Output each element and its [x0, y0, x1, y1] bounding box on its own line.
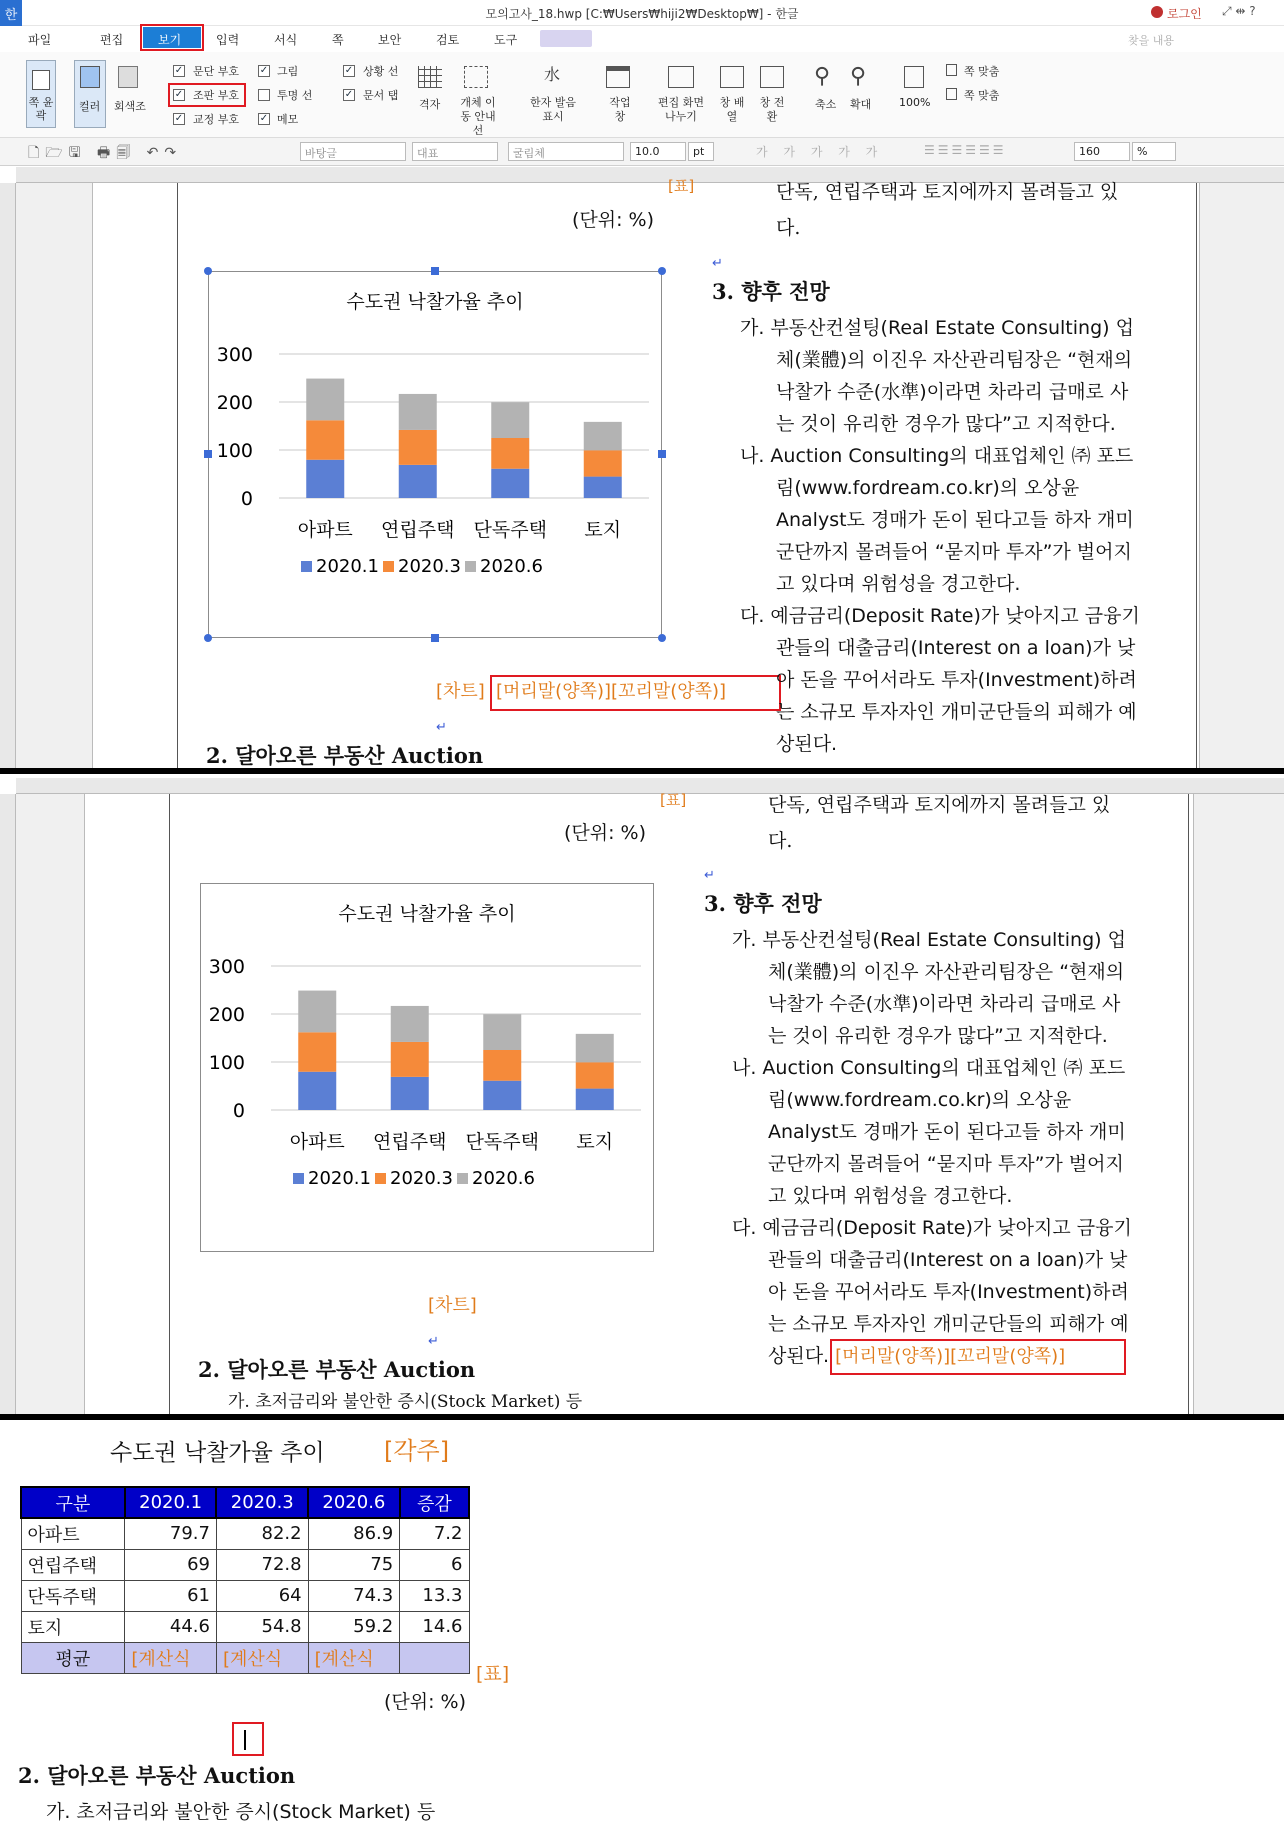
header-cell[interactable]: 구분 [21, 1487, 125, 1518]
paragraph-mark-icon: ↵ [712, 256, 723, 271]
para-line: 군단까지 몰려들어 “묻지마 투자”가 벌어지 [768, 1153, 1124, 1175]
x-tick-label: 연립주택 [381, 519, 455, 541]
text-cursor [244, 1730, 246, 1750]
font-select[interactable]: 굴림체 [508, 142, 624, 161]
zoom-in-icon: ⚲ [850, 64, 867, 89]
menu-page[interactable]: 쪽 [332, 33, 344, 47]
para-line: 가. 부동산컨설팅(Real Estate Consulting) 업 [732, 929, 1126, 951]
legend-swatch [465, 561, 476, 572]
paragraph-mark-label: 문단 부호 [193, 65, 240, 78]
legend-label: 2020.6 [480, 556, 543, 577]
selection-handle[interactable] [658, 450, 666, 458]
selection-handle[interactable] [431, 634, 439, 642]
bar-segment [483, 1081, 521, 1110]
chart-box[interactable] [208, 271, 662, 638]
hanja-button[interactable]: 한자 발음 표시 [529, 96, 576, 123]
table-cell[interactable]: 74.3 [308, 1580, 400, 1611]
para-line: Analyst도 경매가 돈이 된다고들 하자 개미 [776, 509, 1134, 531]
switch-window-button[interactable]: 창 전환 [759, 96, 785, 123]
table-cell[interactable]: 79.7 [125, 1518, 217, 1549]
table-cell[interactable]: 64 [216, 1580, 308, 1611]
y-tick-label: 200 [208, 1004, 245, 1026]
chart-box[interactable] [200, 883, 654, 1252]
x-tick-label: 단독주택 [473, 519, 547, 541]
legend-label: 2020.1 [308, 1168, 371, 1189]
checkbox-paragraph-mark[interactable]: ✓ [174, 65, 184, 76]
x-tick-label: 아파트 [297, 519, 353, 541]
table-cell[interactable]: 86.9 [308, 1518, 400, 1549]
margin-line-left [169, 794, 170, 1414]
legend-label: 2020.3 [398, 556, 461, 577]
para-line: 상된다. [776, 733, 838, 755]
table-cell[interactable]: 75 [308, 1549, 400, 1580]
para-line: 관들의 대출금리(Interest on a loan)가 낮 [776, 637, 1136, 659]
separator [0, 768, 1284, 774]
legend-swatch [293, 1173, 304, 1184]
style-select[interactable]: 바탕글 [300, 142, 406, 161]
page-icon [32, 70, 50, 90]
login-link[interactable]: 로그인 [1167, 7, 1202, 21]
table-row [21, 1611, 469, 1642]
selection-handle[interactable] [204, 267, 212, 275]
para-line: 단독, 연립주택과 토지에까지 몰려들고 있 [776, 181, 1119, 203]
paragraph-block [732, 924, 1162, 1373]
horizontal-ruler[interactable] [16, 778, 1284, 794]
header-cell[interactable]: 증감 [400, 1487, 469, 1518]
bar-segment [576, 1034, 614, 1062]
zoom-unit-select[interactable]: % [1132, 142, 1176, 161]
para-line: 가. 초저금리와 불안한 증시(Stock Market) 등 [46, 1801, 436, 1823]
menu-insert[interactable]: 입력 [216, 33, 240, 47]
selection-handle[interactable] [204, 634, 212, 642]
table-cell[interactable]: 69 [125, 1549, 217, 1580]
checkbox-layout-mark[interactable]: ✓ [174, 89, 184, 100]
selection-handle[interactable] [658, 634, 666, 642]
move-guide-icon [464, 66, 488, 88]
layout-mark-highlight [168, 83, 246, 107]
table-cell[interactable]: 44.6 [125, 1611, 217, 1642]
section-heading: 2. 달아오른 부동산 Auction [206, 743, 484, 768]
switch-window-icon [760, 66, 784, 88]
zoom-input[interactable]: 160 [1074, 142, 1130, 161]
selection-handle[interactable] [204, 450, 212, 458]
para-line: 군단까지 몰려들어 “묻지마 투자”가 벌어지 [776, 541, 1132, 563]
table-cell[interactable]: 14.6 [400, 1611, 469, 1642]
zoom-100-icon [904, 66, 924, 88]
para-line: 는 것이 유리한 경우가 많다”고 지적한다. [776, 413, 1116, 435]
chart-tag: [차트] [436, 681, 485, 702]
bar-segment [491, 402, 529, 438]
bar-segment [483, 1050, 521, 1081]
vertical-ruler[interactable] [0, 794, 16, 1414]
bar-segment [298, 1072, 336, 1110]
x-tick-label: 연립주택 [373, 1131, 447, 1153]
x-tick-label: 아파트 [289, 1131, 345, 1153]
para-line: 는 소규모 투자자인 개미군단들의 피해가 예 [768, 1313, 1129, 1335]
bar-segment [491, 469, 529, 498]
footer-cell[interactable]: [계산식 [125, 1642, 217, 1673]
bar-segment [584, 477, 622, 498]
font-size-input[interactable]: 10.0 [630, 142, 686, 161]
bar-segment [391, 1077, 429, 1110]
caption-highlight [830, 1339, 1126, 1375]
menu-format[interactable]: 서식 [274, 33, 298, 47]
section-heading: 3. 향후 전망 [704, 891, 822, 916]
bar-segment [391, 1006, 429, 1042]
memo-label: 메모 [277, 113, 299, 126]
footer-cell[interactable]: [계산식 [216, 1642, 308, 1673]
margin-line-right [1196, 183, 1197, 768]
user-avatar-icon [1151, 6, 1163, 18]
y-tick-label: 100 [208, 1052, 245, 1074]
para-line: 단독, 연립주택과 토지에까지 몰려들고 있 [768, 794, 1111, 816]
paragraph-mark-icon: ↵ [436, 720, 447, 735]
bar-segment [584, 422, 622, 450]
footer-cell[interactable]: 평균 [21, 1642, 125, 1673]
para-line: Analyst도 경매가 돈이 된다고들 하자 개미 [768, 1121, 1126, 1143]
para-line: 체(業體)의 이진우 자산관리팀장은 “현재의 [776, 349, 1133, 371]
bar-segment [306, 460, 344, 498]
footer-cell[interactable] [400, 1642, 469, 1673]
status-line-label: 상황 선 [363, 65, 399, 78]
para-line: 가. 초저금리와 불안한 증시(Stock Market) 등 [228, 1392, 583, 1412]
window-title: 모의고사_18.hwp [C:₩Users₩hiji2₩Desktop₩] - 한글 [485, 7, 799, 21]
color-doc-icon [80, 66, 100, 88]
bar-segment [576, 1089, 614, 1110]
para-line: 는 소규모 투자자인 개미군단들의 피해가 예 [776, 701, 1137, 723]
para-line: 림(www.fordream.co.kr)의 오상윤 [768, 1089, 1072, 1111]
checkbox-status-line[interactable]: ✓ [344, 65, 354, 76]
x-tick-label: 단독주택 [465, 1131, 539, 1153]
table-tag: [표] [476, 1663, 510, 1685]
table-cell[interactable]: 54.8 [216, 1611, 308, 1642]
menu-view[interactable]: 보기 [158, 33, 182, 47]
split-screen-icon [668, 66, 694, 88]
para-line-text: 상된다. [768, 1345, 830, 1367]
zoom-out-icon: ⚲ [814, 64, 831, 89]
para-line: 다. [776, 217, 801, 239]
bar-segment [576, 1062, 614, 1088]
table-cell[interactable]: 토지 [21, 1611, 125, 1642]
data-table [20, 1486, 470, 1674]
view-menu-highlight [140, 24, 204, 51]
window-controls-icon[interactable]: ⤢ ⇹ ? [1222, 4, 1256, 18]
fit-width-button[interactable]: 쪽 맞춤 [964, 89, 1000, 102]
chart-title: 수도권 낙찰가율 추이 [346, 291, 524, 313]
work-window-button[interactable]: 작업 창 [609, 96, 631, 123]
para-line: 아 돈을 꾸어서라도 투자(Investment)하려 [776, 669, 1137, 691]
menu-review[interactable]: 검토 [436, 33, 460, 47]
para-line: 나. Auction Consulting의 대표업체인 ㈜ 포드 [732, 1057, 1126, 1079]
table-cell[interactable]: 6 [400, 1549, 469, 1580]
table-header-row [21, 1487, 469, 1518]
header-cell[interactable]: 2020.6 [308, 1487, 400, 1518]
legend-swatch [375, 1173, 386, 1184]
header-cell[interactable]: 2020.3 [216, 1487, 308, 1518]
align-icons[interactable]: ☰☰☰☰☰☰ [924, 143, 1007, 157]
bar-segment [399, 465, 437, 498]
legend-swatch [457, 1173, 468, 1184]
bar-segment [306, 379, 344, 421]
grayscale-doc-icon [118, 66, 138, 88]
para-line: 림(www.fordream.co.kr)의 오상윤 [776, 477, 1080, 499]
font-kind-select[interactable]: 대표 [412, 142, 498, 161]
bar-segment [399, 430, 437, 465]
paragraph-mark-icon: ↵ [704, 868, 715, 883]
header-cell[interactable]: 2020.1 [125, 1487, 217, 1518]
para-line: 나. Auction Consulting의 대표업체인 ㈜ 포드 [740, 445, 1134, 467]
header-footer-tag: [머리말(양쪽)][꼬리말(양쪽)] [496, 681, 727, 702]
table-tag: [표] [668, 177, 695, 195]
bar-segment [491, 438, 529, 469]
legend-label: 2020.6 [472, 1168, 535, 1189]
vertical-ruler[interactable] [0, 183, 16, 768]
bar-segment [483, 1014, 521, 1050]
x-tick-label: 토지 [576, 1131, 614, 1153]
y-tick-label: 100 [216, 440, 253, 462]
section-heading: 2. 달아오른 부동산 Auction [198, 1357, 476, 1382]
split-screen-button[interactable]: 편집 화면 나누기 [657, 96, 704, 123]
arrange-window-button[interactable]: 창 배열 [719, 96, 745, 123]
stacked-bar-chart [201, 884, 653, 1251]
selection-handle[interactable] [431, 267, 439, 275]
arrange-window-icon [720, 66, 744, 88]
checkbox-doc-tab[interactable]: ✓ [344, 89, 354, 100]
legend-swatch [301, 561, 312, 572]
unit-label: (단위: %) [564, 822, 647, 844]
table-cell[interactable]: 아파트 [21, 1518, 125, 1549]
layout-mark-label: 조판 부호 [193, 89, 240, 102]
table-cell[interactable]: 7.2 [400, 1518, 469, 1549]
fit-width-icon [946, 88, 957, 100]
checkbox-memo[interactable]: ✓ [259, 113, 269, 124]
grid-icon [418, 66, 442, 88]
table-cell[interactable]: 13.3 [400, 1580, 469, 1611]
para-line: 체(業體)의 이진우 자산관리팀장은 “현재의 [768, 961, 1125, 983]
grid-button[interactable]: 격자 [419, 98, 441, 111]
paragraph-block [740, 312, 1170, 760]
grayscale-button[interactable]: 회색조 [114, 100, 146, 113]
fit-page-icon [946, 64, 957, 76]
y-tick-label: 300 [208, 956, 245, 978]
chart-toolbar-icon[interactable] [540, 30, 592, 47]
table-row [21, 1580, 469, 1611]
stacked-bar-chart [209, 272, 661, 637]
bar-segment [298, 991, 336, 1033]
footer-cell[interactable]: [계산식 [308, 1642, 400, 1673]
table-cell[interactable]: 단독주택 [21, 1580, 125, 1611]
app-logo: 한 [0, 0, 22, 26]
menu-security[interactable]: 보안 [378, 33, 402, 47]
bar-segment [399, 394, 437, 430]
table-cell[interactable]: 61 [125, 1580, 217, 1611]
para-line: 고 있다며 위험성을 경고한다. [768, 1185, 1013, 1207]
transparent-line-label: 투명 선 [277, 89, 313, 102]
menu-edit[interactable]: 편집 [100, 33, 124, 47]
legend-swatch [383, 561, 394, 572]
table-footer-row [21, 1642, 469, 1673]
unit-label: (단위: %) [572, 209, 655, 231]
y-tick-label: 0 [232, 1100, 245, 1122]
para-line: 다. 예금금리(Deposit Rate)가 낮아지고 금융기 [740, 605, 1140, 627]
y-tick-label: 0 [240, 488, 253, 510]
table-cell[interactable]: 82.2 [216, 1518, 308, 1549]
para-line: 낙찰가 수준(水準)이라면 차라리 급매로 사 [768, 993, 1121, 1015]
char-format-icons[interactable]: 가 가 가 가 가 [756, 145, 884, 159]
picture-label: 그림 [277, 65, 299, 78]
table-tag: [표] [660, 791, 687, 809]
bar-segment [584, 450, 622, 476]
cursor-highlight [232, 1722, 264, 1756]
para-line: 낙찰가 수준(水準)이라면 차라리 급매로 사 [776, 381, 1129, 403]
legend-label: 2020.3 [390, 1168, 453, 1189]
table-row [21, 1549, 469, 1580]
hanja-icon: 水 [544, 65, 561, 84]
para-line: 고 있다며 위험성을 경고한다. [776, 573, 1021, 595]
table-title: 수도권 낙찰가율 추이 [110, 1440, 325, 1466]
margin-line-left [177, 183, 178, 768]
para-line: 다. [768, 830, 793, 852]
file-actions-icon[interactable]: 🗋🗁🖫 🖶🗐 ↶↷ [28, 145, 183, 161]
move-guide-button[interactable]: 개체 이동 안내선 [460, 96, 496, 137]
checkbox-transparent-line[interactable] [258, 89, 270, 101]
y-tick-label: 300 [216, 344, 253, 366]
table-cell[interactable]: 72.8 [216, 1549, 308, 1580]
search-input[interactable]: 찾을 내용 [1128, 34, 1175, 47]
font-unit-select[interactable]: pt [688, 142, 714, 161]
para-line: 가. 부동산컨설팅(Real Estate Consulting) 업 [740, 317, 1134, 339]
zoom-100-button[interactable]: 100% [899, 96, 931, 109]
zoom-in-button[interactable]: 확대 [850, 98, 872, 111]
bar-segment [306, 420, 344, 459]
fit-page-button[interactable]: 쪽 맞춤 [964, 65, 1000, 78]
caption-highlight [490, 675, 781, 711]
chart-tag: [차트] [428, 1295, 477, 1316]
section-heading: 3. 향후 전망 [712, 279, 830, 304]
para-line: 다. 예금금리(Deposit Rate)가 낮아지고 금융기 [732, 1217, 1132, 1239]
table-cell[interactable]: 59.2 [308, 1611, 400, 1642]
checkbox-proofread-mark[interactable]: ✓ [174, 113, 184, 124]
para-line: 관들의 대출금리(Interest on a loan)가 낮 [768, 1249, 1128, 1271]
unit-label: (단위: %) [384, 1691, 467, 1713]
header-footer-tag: [머리말(양쪽)][꼬리말(양쪽)] [835, 1346, 1066, 1367]
zoom-out-button[interactable]: 축소 [815, 98, 837, 111]
para-line: 아 돈을 꾸어서라도 투자(Investment)하려 [768, 1281, 1129, 1303]
page-outline-label: 쪽 윤곽 [28, 96, 54, 122]
legend-label: 2020.1 [316, 556, 379, 577]
x-tick-label: 토지 [584, 519, 622, 541]
bar-segment [298, 1032, 336, 1071]
menu-tools[interactable]: 도구 [494, 33, 518, 47]
margin-line-right [1188, 794, 1189, 1414]
para-line: 는 것이 유리한 경우가 많다”고 지적한다. [768, 1025, 1108, 1047]
menu-file[interactable]: 파일 [28, 33, 52, 47]
color-label: 컬러 [79, 100, 101, 113]
chart-title: 수도권 낙찰가율 추이 [338, 903, 516, 925]
checkbox-picture[interactable]: ✓ [259, 65, 269, 76]
bar-segment [391, 1042, 429, 1077]
footnote-tag: [각주] [384, 1437, 450, 1465]
table-cell[interactable]: 연립주택 [21, 1549, 125, 1580]
table-row [21, 1518, 469, 1549]
selection-handle[interactable] [658, 267, 666, 275]
section-heading: 2. 달아오른 부동산 Auction [18, 1763, 296, 1788]
work-window-icon [606, 66, 630, 88]
paragraph-mark-icon: ↵ [428, 1334, 439, 1349]
y-tick-label: 200 [216, 392, 253, 414]
doc-tab-label: 문서 탭 [363, 89, 399, 102]
proofread-mark-label: 교정 부호 [193, 113, 240, 126]
